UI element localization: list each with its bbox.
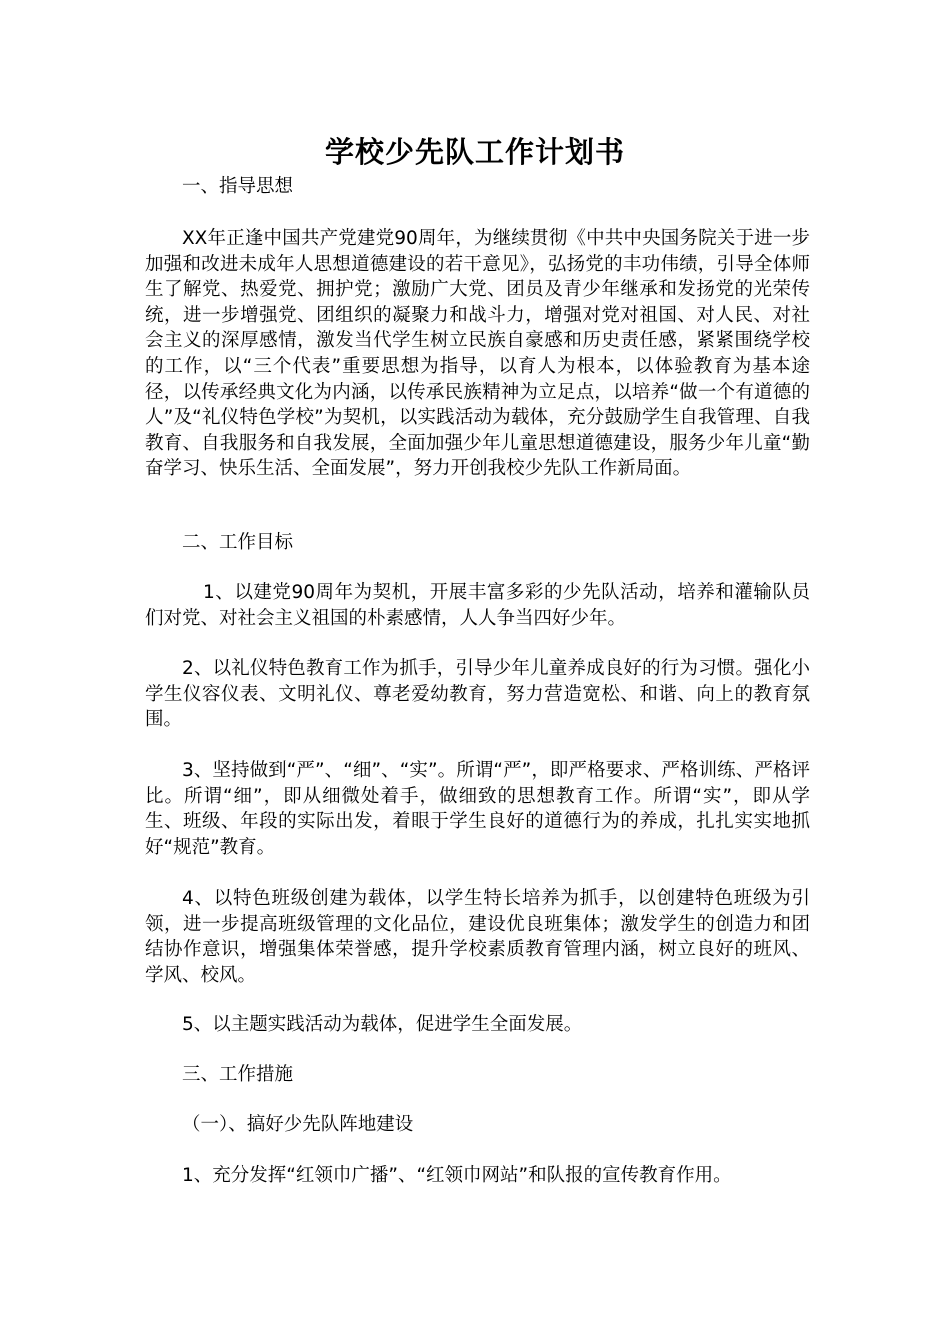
document-title: 学校少先队工作计划书: [324, 135, 625, 169]
goal-item-1: 1、以建党90周年为契机，开展丰富多彩的少先队活动，培养和灌输队员们对党、对社会主义祖国的朴素感情，人人争当四好少年。: [145, 582, 810, 629]
section-heading-work-measures: 三、工作措施: [182, 1064, 294, 1085]
goal-item-4: 4、以特色班级创建为载体，以学生特长培养为抓手，以创建特色班级为引领，进一步提高班级管理的文化品位，建设优良班集体；激发学生的创造力和团结协作意识，增强集体荣誉感，提升学校素质教育管理内涵，树立良好的班风、学风、校风。: [145, 888, 810, 986]
goal-item-2: 2、以礼仪特色教育工作为抓手，引导少年儿童养成良好的行为习惯。强化小学生仪容仪表、文明礼仪、尊老爱幼教育，努力营造宽松、和谐、向上的教育氛围。: [145, 658, 810, 731]
paragraph-guiding-ideology: XX年正逢中国共产党建党90周年，为继续贯彻《中共中央国务院关于进一步加强和改进未成年人思想道德建设的若干意见》，弘扬党的丰功伟绩，引导全体师生了解党、热爱党、拥护党；激励广大党、团员及青少年继承和发扬党的光荣传统，进一步增强党、团组织的凝聚力和战斗力，增强对党对祖国、对人民、对社会主义的深厚感情，激发当代学生树立民族自豪感和历史责任感，紧紧围绕学校的工作，以“三个代表”重要思想为指导，以育人为根本，以体验教育为基本途径，以传承经典文化为内涵，以传承民族精神为立足点，以培养“做一个有道德的人”及“礼仪特色学校”为契机，以实践活动为载体，充分鼓励学生自我管理、自我教育、自我服务和自我发展，全面加强少年儿童思想道德建设，服务少年儿童“勤奋学习、快乐生活、全面发展”，努力开创我校少先队工作新局面。: [145, 228, 810, 480]
sub-heading-position-building: （一）、搞好少先队阵地建设: [182, 1114, 414, 1135]
goal-item-5: 5、以主题实践活动为载体，促进学生全面发展。: [182, 1014, 583, 1035]
section-heading-work-goals: 二、工作目标: [182, 532, 294, 553]
goal-item-3: 3、坚持做到“严”、“细”、“实”。所谓“严”，即严格要求、严格训练、严格评比。所谓“细”，即从细微处着手，做细致的思想教育工作。所谓“实”，即从学生、班级、年段的实际出发，着眼于学生良好的道德行为的养成，扎扎实实地抓好“规范”教育。: [145, 760, 810, 858]
section-heading-guiding-ideology: 一、指导思想: [182, 176, 294, 197]
measure-item-1: 1、充分发挥“红领巾广播”、“红领巾网站”和队报的宣传教育作用。: [182, 1165, 732, 1186]
